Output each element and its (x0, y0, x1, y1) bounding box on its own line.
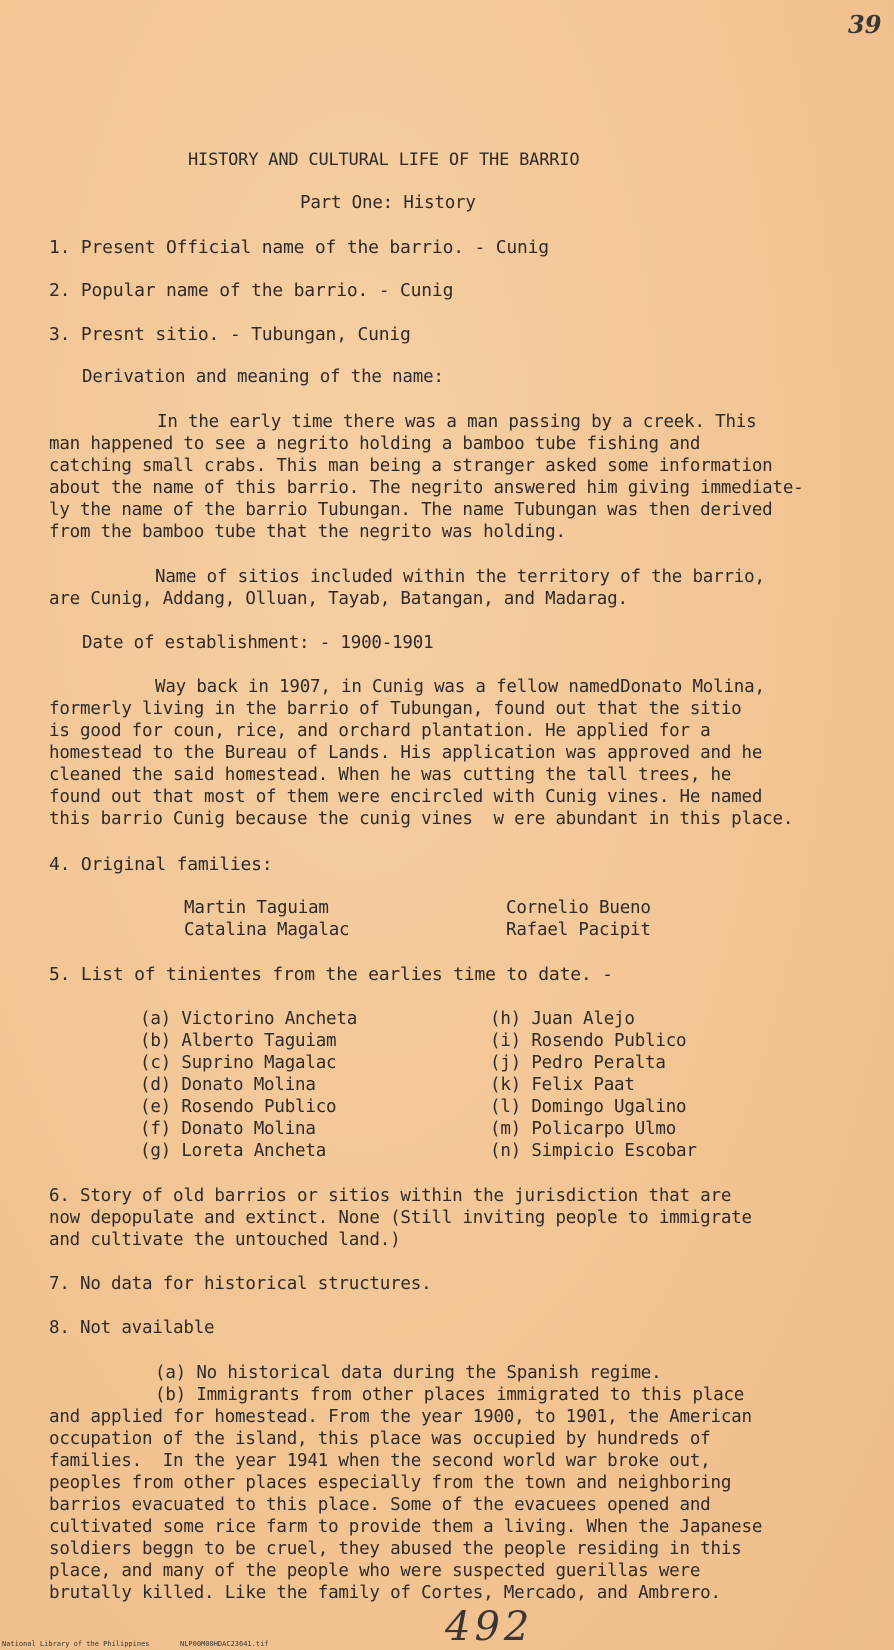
teniente-item: (e) Rosendo Publico (140, 1097, 337, 1117)
teniente-item: (g) Loreta Ancheta (140, 1141, 327, 1161)
item-8b-line: peoples from other places especially from the town and neighboring (49, 1473, 732, 1493)
handwritten-number: 492 (445, 1604, 534, 1650)
item-6-line: 6. Story of old barrios or sitios within the jurisdiction that are (49, 1186, 732, 1206)
item-7: 7. No data for historical structures. (49, 1274, 432, 1294)
item-8b-line: cultivated some rice farm to provide them a living. When the Japanese (49, 1517, 763, 1537)
teniente-item: (m) Policarpo Ulmo (490, 1119, 677, 1139)
establishment-date: Date of establishment: - 1900-1901 (82, 633, 434, 653)
teniente-item: (i) Rosendo Publico (490, 1031, 687, 1051)
history-line: this barrio Cunig because the cunig vines w ere abundant in this place. (49, 809, 794, 829)
history-line: homestead to the Bureau of Lands. His application was approved and he (49, 743, 763, 763)
item-5: 5. List of tinientes from the earlies time to date. - (49, 964, 613, 985)
family-name: Cornelio Bueno (506, 898, 651, 918)
subtitle: Part One: History (300, 193, 476, 213)
derivation-line: catching small crabs. This man being a stranger asked some information (49, 456, 773, 476)
family-name: Martin Taguiam (184, 898, 329, 918)
item-8b-line: soldiers beggn to be cruel, they abused the people residing in this (49, 1539, 742, 1559)
page-number: 39 (848, 10, 882, 39)
derivation-line: about the name of this barrio. The negrito answered him giving immediate- (49, 478, 804, 498)
page-title: HISTORY AND CULTURAL LIFE OF THE BARRIO (188, 150, 580, 170)
item-1: 1. Present Official name of the barrio. - Cunig (49, 237, 549, 258)
item-6-line: and cultivate the untouched land.) (49, 1230, 401, 1250)
item-8: 8. Not available (49, 1318, 215, 1338)
family-name: Rafael Pacipit (506, 920, 651, 940)
item-8b-line: families. In the year 1941 when the second world war broke out, (49, 1451, 711, 1471)
sitios-line: Name of sitios included within the territory of the barrio, (155, 567, 765, 587)
footer-file-name: NLP00M00HDAC23641.tif (180, 1640, 269, 1648)
derivation-line: from the bamboo tube that the negrito was holding. (49, 522, 566, 542)
derivation-line: ly the name of the barrio Tubungan. The name Tubungan was then derived (49, 500, 773, 520)
item-8b-line: brutally killed. Like the family of Cortes, Mercado, and Ambrero. (49, 1583, 721, 1603)
derivation-heading: Derivation and meaning of the name: (82, 367, 444, 387)
history-line: Way back in 1907, in Cunig was a fellow namedDonato Molina, (155, 677, 765, 697)
sitios-line: are Cunig, Addang, Olluan, Tayab, Batangan, and Madarag. (49, 589, 628, 609)
teniente-item: (n) Simpicio Escobar (490, 1141, 697, 1161)
teniente-item: (b) Alberto Taguiam (140, 1031, 337, 1051)
item-8a: (a) No historical data during the Spanish regime. (155, 1363, 662, 1383)
item-8b-line: barrios evacuated to this place. Some of the evacuees opened and (49, 1495, 711, 1515)
item-8b-line: and applied for homestead. From the year 1900, to 1901, the American (49, 1407, 752, 1427)
teniente-item: (c) Suprino Magalac (140, 1053, 337, 1073)
item-8b-line: (b) Immigrants from other places immigrated to this place (155, 1385, 745, 1405)
history-line: formerly living in the barrio of Tubungan, found out that the sitio (49, 699, 742, 719)
footer-library-name: National Library of the Philippines (2, 1640, 150, 1648)
teniente-item: (a) Victorino Ancheta (140, 1009, 358, 1029)
derivation-line: man happened to see a negrito holding a bamboo tube fishing and (49, 434, 701, 454)
item-8b-line: occupation of the island, this place was occupied by hundreds of (49, 1429, 711, 1449)
teniente-item: (h) Juan Alejo (490, 1009, 635, 1029)
history-line: is good for coun, rice, and orchard plantation. He applied for a (49, 721, 711, 741)
derivation-line: In the early time there was a man passing by a creek. This (157, 412, 757, 432)
teniente-item: (l) Domingo Ugalino (490, 1097, 687, 1117)
teniente-item: (j) Pedro Peralta (490, 1053, 666, 1073)
item-3: 3. Presnt sitio. - Tubungan, Cunig (49, 324, 411, 345)
history-line: found out that most of them were encircled with Cunig vines. He named (49, 787, 763, 807)
teniente-item: (k) Felix Paat (490, 1075, 635, 1095)
item-6-line: now depopulate and extinct. None (Still inviting people to immigrate (49, 1208, 752, 1228)
item-4: 4. Original families: (49, 854, 273, 875)
history-line: cleaned the said homestead. When he was cutting the tall trees, he (49, 765, 732, 785)
teniente-item: (d) Donato Molina (140, 1075, 316, 1095)
item-2: 2. Popular name of the barrio. - Cunig (49, 280, 454, 301)
teniente-item: (f) Donato Molina (140, 1119, 316, 1139)
item-8b-line: place, and many of the people who were suspected guerillas were (49, 1561, 701, 1581)
family-name: Catalina Magalac (184, 920, 350, 940)
